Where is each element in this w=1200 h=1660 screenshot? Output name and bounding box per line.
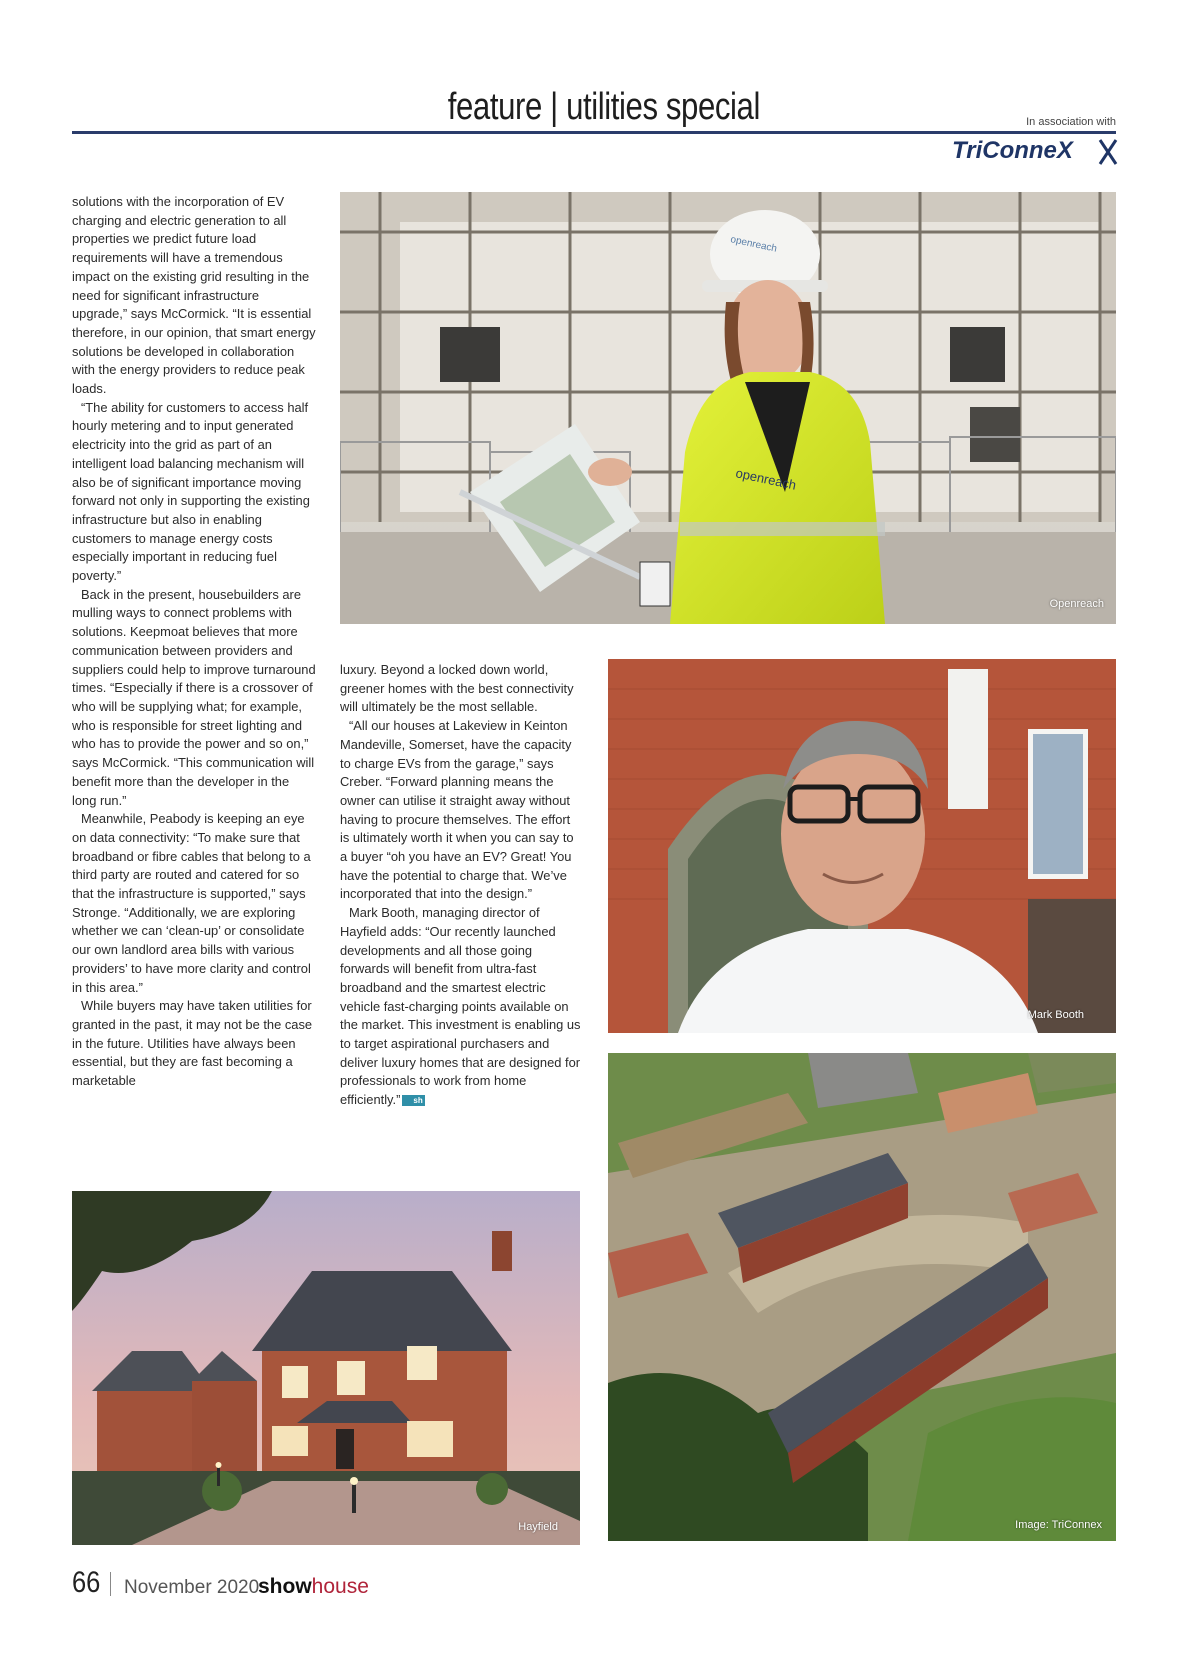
hayfield-caption: Hayfield	[518, 1521, 558, 1533]
brand-bold: show	[258, 1575, 312, 1598]
magazine-brand	[258, 1575, 369, 1599]
middle-paragraph-text: Mark Booth, managing director of Hayfield adds: “Our recently launched developments and all those going forwards will benefit from ultra-fast broadband and the smartest electric vehicle fast-charging points available on the market. This investment is enabling us to target aspirational purchasers and deliver luxury homes that are designed for professionals to work from home efficiently.”	[340, 905, 581, 1108]
end-of-article-mark: sh	[402, 1095, 424, 1106]
article-column-left	[72, 193, 316, 1091]
header-rule	[72, 131, 1116, 134]
left-paragraph: “The ability for customers to access half hourly metering and to input generated electricity into the grid as part of an intelligent load balancing mechanism will also be of significant importance moving forward not only in supporting the existing infrastructure but also in enabling customers to manage energy costs especially important in reducing fuel poverty.”	[72, 399, 310, 584]
mark-booth-caption: Mark Booth	[1027, 1009, 1084, 1021]
aerial-caption: Image: TriConnex	[1015, 1519, 1102, 1531]
page-number: 66	[72, 1566, 101, 1599]
left-paragraph: solutions with the incorporation of EV charging and electric generation to all properties we predict future load requirements will have a tremendous impact on the existing grid resulting in the need for significant infrastructure upgrade,” says McCormick. “It is essential therefore, in our opinion, that smart energy solutions be developed in collaboration with the energy providers to reduce peak loads.	[72, 194, 316, 397]
helmet-logo: openreach	[729, 234, 778, 255]
left-paragraph: Meanwhile, Peabody is keeping an eye on data connectivity: “To make sure that broadband or fibre cables that belong to a third party are routed and catered for so that the infrastructure is supported,” says Stronge. “Additionally, we are exploring whether we can ‘clean-up’ or consolidate our own landlord area bills with various providers’ to have more clarity and control in this area.”	[72, 811, 311, 995]
openreach-engineer-photo	[340, 192, 1116, 624]
left-paragraph: Back in the present, housebuilders are mulling ways to connect problems with solutions. Keepmoat believes that more communication between providers and suppliers could help to improve turnaround times. “Especially if there is a crossover of who will be supplying what; for example, who is responsible for street lighting and who has to provide the power and so on,” says McCormick. “This communication will benefit more than the developer in the long run.”	[72, 586, 316, 808]
aerial-development-photo	[608, 1053, 1116, 1541]
hayfield-house-photo	[72, 1191, 580, 1545]
article-column-middle	[340, 661, 582, 1110]
openreach-caption: Openreach	[1049, 598, 1104, 610]
footer-separator	[110, 1572, 111, 1596]
association-label: In association with	[1026, 116, 1116, 128]
middle-paragraph	[340, 904, 582, 1110]
left-paragraph: While buyers may have taken utilities for granted in the past, it may not be the case in the future. Utilities have always been essential, but they are fast becoming a marketable	[72, 998, 313, 1089]
middle-paragraph: “All our houses at Lakeview in Keinton Mandeville, Somerset, have the capacity to charge EVs from the garage,” says Creber. “Forward planning means the owner can utilise it straight away without having to procure themselves. The effort is ultimately worth it when you can say to a buyer “oh you have an EV? Great! You have the potential to charge that. We’ve incorporated that into the design.”	[340, 718, 574, 902]
middle-paragraph: luxury. Beyond a locked down world, greener homes with the best connectivity will ultimately be the most sellable.	[340, 662, 574, 715]
issue-date: November 2020	[124, 1577, 260, 1598]
vest-logo: openreach	[734, 465, 798, 493]
section-title: feature | utilities special	[447, 86, 760, 128]
mark-booth-portrait	[608, 659, 1116, 1033]
logo-text: TriConneX	[952, 137, 1073, 164]
triconnex-logo	[950, 136, 1118, 166]
brand-rest: house	[311, 1575, 369, 1598]
